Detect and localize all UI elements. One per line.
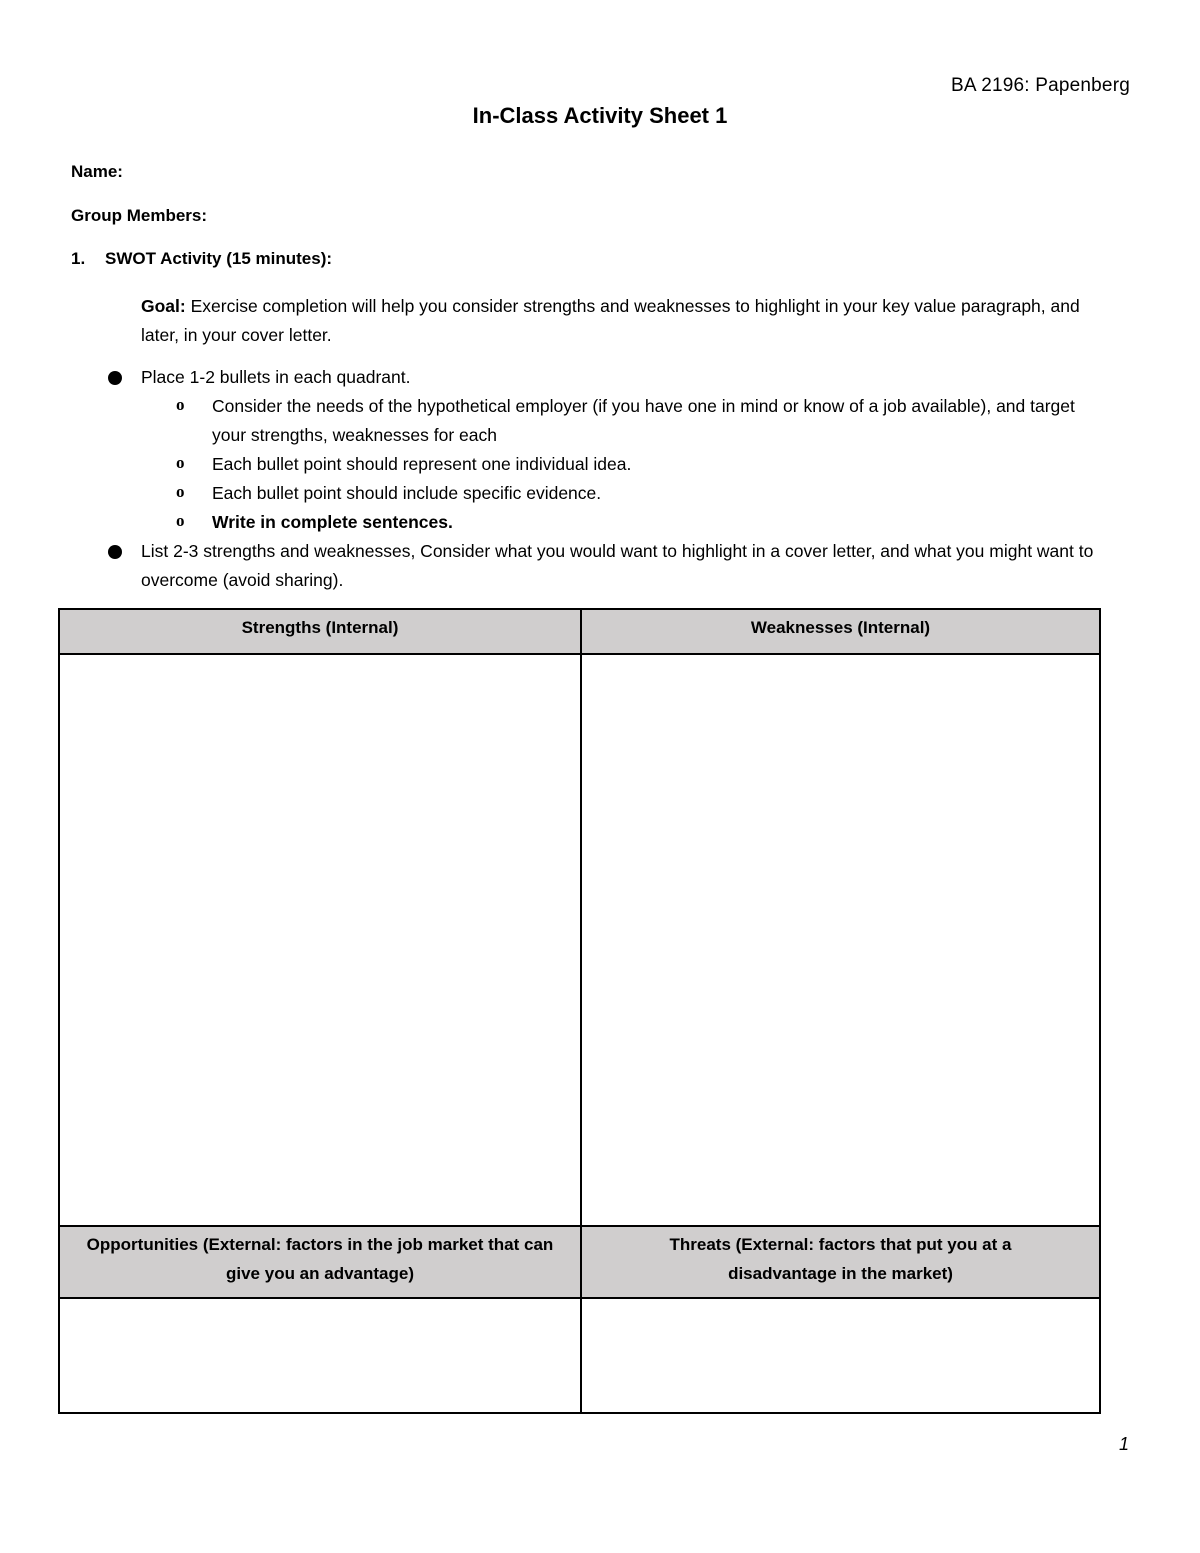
activity-number: 1. — [71, 249, 86, 268]
page-title: In-Class Activity Sheet 1 — [472, 103, 728, 128]
sub-bullet-text: Each bullet point should include specific evidence. — [212, 483, 602, 503]
threats-header: Threats (External: factors that put you at a disadvantage in the market) — [582, 1227, 1099, 1297]
strengths-cell[interactable] — [60, 655, 580, 1225]
weaknesses-cell[interactable] — [582, 655, 1099, 1225]
bullet-icon — [108, 371, 122, 385]
opportunities-cell[interactable] — [60, 1299, 580, 1412]
goal-paragraph — [141, 292, 1101, 350]
name-label: Name: — [71, 162, 123, 181]
swot-table — [58, 608, 1101, 1414]
weaknesses-header: Weaknesses (Internal) — [582, 610, 1099, 653]
strengths-header: Strengths (Internal) — [60, 610, 580, 653]
activity-title: SWOT Activity (15 minutes): — [105, 249, 333, 268]
sub-bullet-marker: o — [176, 511, 185, 530]
sub-bullet-text: Each bullet point should represent one individual idea. — [212, 454, 632, 474]
opportunities-header: Opportunities (External: factors in the job market that can give you an advantage) — [60, 1227, 580, 1297]
sub-bullet-marker: o — [176, 482, 185, 501]
sub-bullet-text: Consider the needs of the hypothetical employer (if you have one in mind or know of a job available), and target your strengths, weaknesses for each — [212, 396, 1075, 445]
goal-label: Goal: — [141, 296, 186, 316]
sub-bullet-text: Write in complete sentences. — [212, 512, 453, 532]
group-members-label: Group Members: — [71, 206, 208, 225]
bullet-text: Place 1-2 bullets in each quadrant. — [141, 367, 411, 387]
page-number: 1 — [1118, 1434, 1129, 1454]
goal-text: Exercise completion will help you consider strengths and weaknesses to highlight in your key value paragraph, and later, in your cover letter. — [141, 296, 1080, 345]
threats-cell[interactable] — [582, 1299, 1099, 1412]
sub-bullet-marker: o — [176, 453, 185, 472]
sub-bullet-marker: o — [176, 395, 185, 414]
table-divider — [580, 610, 582, 1412]
bullet-icon — [108, 545, 122, 559]
course-header: BA 2196: Papenberg — [951, 75, 1130, 96]
bullet-text: List 2-3 strengths and weaknesses, Consider what you would want to highlight in a cover letter, and what you might want to overcome (avoid sharing). — [141, 541, 1094, 590]
